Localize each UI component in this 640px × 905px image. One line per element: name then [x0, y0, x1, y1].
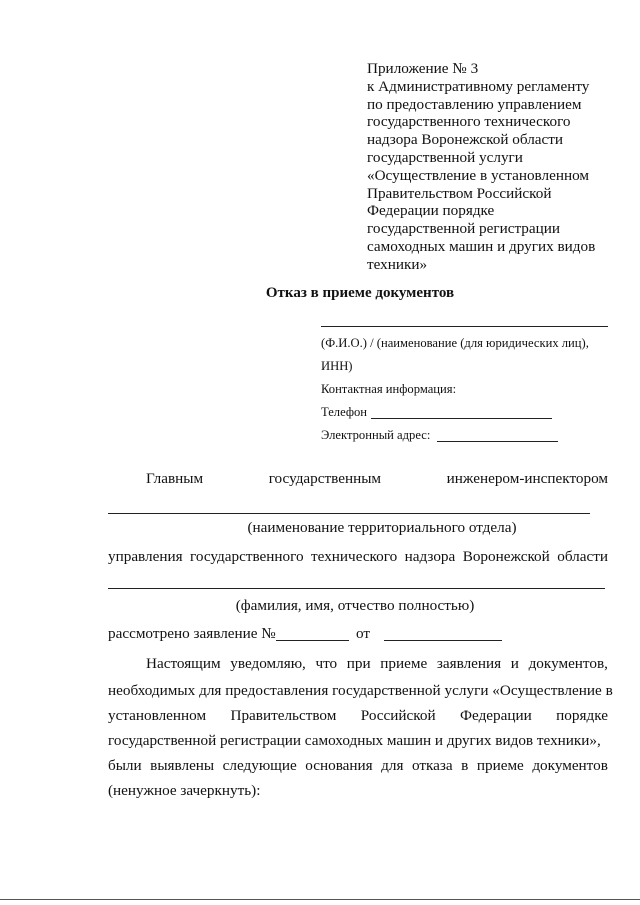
notice-line-2: необходимых для предоставления государственной услуги «Осуществление в	[108, 682, 613, 699]
appendix-line: Правительством Российской	[367, 184, 552, 202]
notice-word: Федерации	[460, 707, 532, 724]
notice-word: порядке	[556, 707, 608, 724]
from-label: от	[356, 625, 371, 642]
appendix-line: надзора Воронежской области	[367, 131, 564, 149]
notice-word: отказа	[411, 757, 453, 774]
application-number-field[interactable]	[276, 640, 349, 641]
dept-word: области	[557, 548, 608, 565]
appendix-line: государственной регистрации	[367, 220, 561, 238]
appendix-line: техники»	[367, 255, 428, 273]
notice-word: основания	[305, 757, 373, 774]
appendix-line: государственной услуги	[367, 148, 523, 166]
page-bottom-edge	[0, 899, 640, 900]
phone-label: Телефон	[321, 405, 368, 419]
notice-word: что	[315, 655, 338, 672]
department-field[interactable]	[108, 513, 590, 514]
notice-word: приеме	[380, 655, 428, 672]
notice-word: документов,	[528, 655, 608, 672]
document-title: Отказ в приеме документов	[265, 285, 455, 301]
notice-line-6: (ненужное зачеркнуть):	[108, 782, 261, 799]
considered-label: рассмотрено заявление №	[108, 625, 276, 642]
recipient-name-caption: (Ф.И.О.) / (наименование (для юридических лиц),	[321, 336, 589, 350]
notice-word: документов	[532, 757, 608, 774]
inspector-word: Главным	[146, 470, 204, 487]
inspector-line	[146, 470, 608, 488]
dept-word: Воронежской	[462, 548, 550, 565]
notice-word: и	[510, 655, 519, 672]
notice-line-4: государственной регистрации самоходных машин и других видов техники»,	[108, 732, 601, 749]
department-line	[108, 548, 608, 566]
notice-word: Правительством	[230, 707, 337, 724]
notice-word: были	[108, 757, 142, 774]
inspector-word: инженером-инспектором	[446, 470, 608, 487]
appendix-line: самоходных машин и других видов	[367, 237, 596, 255]
notice-word: заявления	[436, 655, 502, 672]
appendix-line: Приложение № 3	[367, 60, 479, 77]
fio-caption: (фамилия, имя, отчество полностью)	[235, 597, 475, 614]
notice-word: приеме	[476, 757, 524, 774]
notice-word: уведомляю,	[230, 655, 306, 672]
dept-word: управления	[108, 548, 183, 565]
notice-word: в	[461, 757, 469, 774]
appendix-line: государственного технического	[367, 113, 571, 131]
department-caption: (наименование территориального отдела)	[247, 519, 517, 536]
notice-word: следующие	[222, 757, 297, 774]
appendix-line: «Осуществление в установленном	[367, 166, 590, 184]
notice-word: установленном	[108, 707, 207, 724]
email-label: Электронный адрес:	[321, 428, 431, 442]
notice-line-5	[108, 757, 608, 775]
recipient-inn-caption: ИНН)	[321, 359, 353, 373]
dept-word: надзора	[404, 548, 456, 565]
application-date-field[interactable]	[384, 640, 502, 641]
recipient-name-field[interactable]	[321, 326, 608, 327]
appendix-line: к Административному регламенту	[367, 77, 590, 95]
dept-word: государственного	[190, 548, 304, 565]
notice-word: для	[381, 757, 404, 774]
appendix-line: Федерации порядке	[367, 202, 495, 220]
email-field[interactable]	[437, 441, 558, 442]
notice-line-3	[108, 707, 608, 725]
phone-field[interactable]	[371, 418, 552, 419]
notice-word: при	[346, 655, 371, 672]
notice-line-1	[146, 655, 608, 673]
notice-word: Настоящим	[146, 655, 221, 672]
notice-word: выявлены	[150, 757, 215, 774]
contact-info-label: Контактная информация:	[321, 382, 457, 396]
dept-word: технического	[311, 548, 398, 565]
notice-word: Российской	[360, 707, 436, 724]
appendix-header	[367, 60, 627, 274]
inspector-word: государственным	[268, 470, 382, 487]
inspector-fio-field[interactable]	[108, 588, 605, 589]
appendix-line: по предоставлению управлением	[367, 95, 582, 113]
